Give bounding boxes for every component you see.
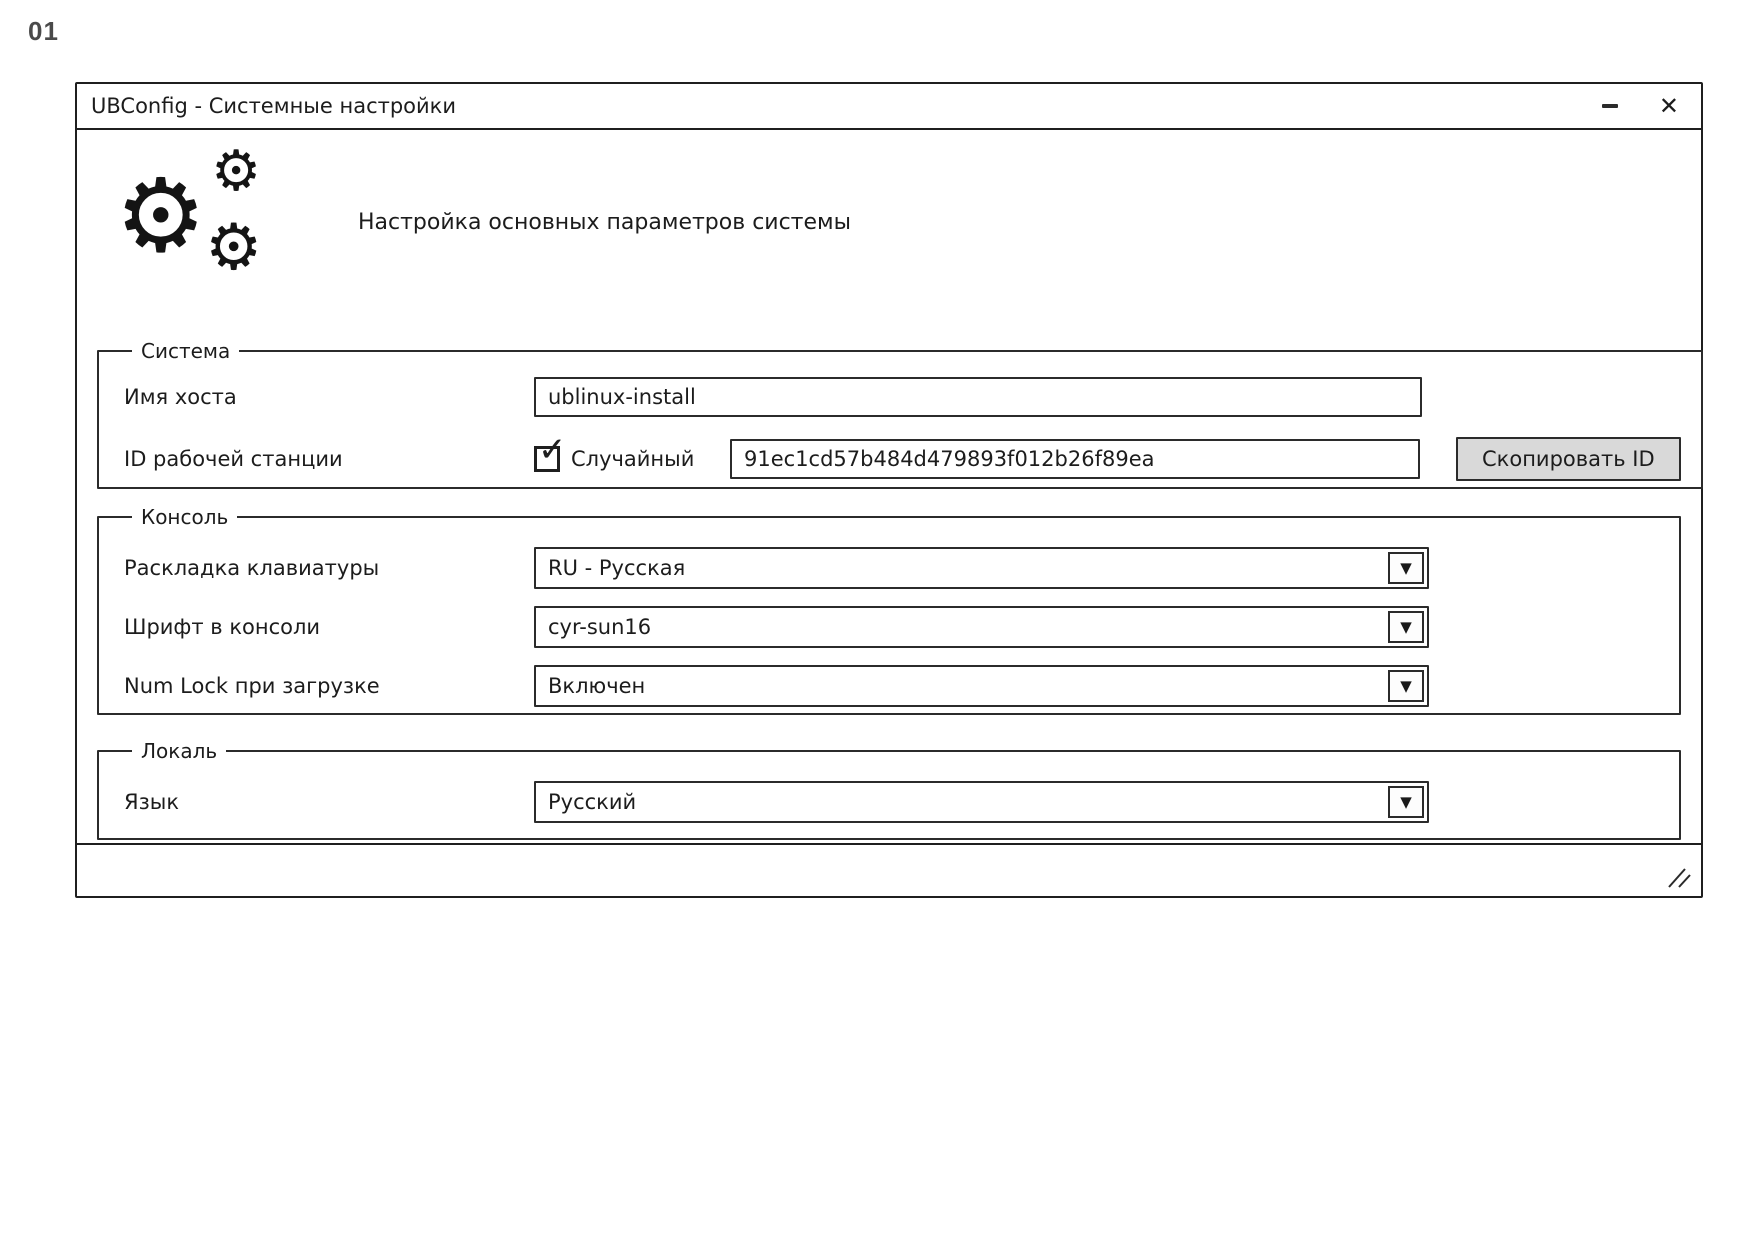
- numlock-value: Включен: [548, 674, 646, 698]
- console-font-label: Шрифт в консоли: [124, 615, 321, 639]
- page-number: 01: [28, 16, 59, 46]
- close-button[interactable]: ✕: [1658, 92, 1679, 120]
- window-controls: [1599, 94, 1679, 118]
- random-checkbox[interactable]: [534, 430, 567, 472]
- dropdown-arrow-button[interactable]: [1388, 552, 1424, 584]
- random-checkbox-label: Случайный: [571, 447, 695, 471]
- language-label: Язык: [124, 790, 180, 814]
- keyboard-layout-select[interactable]: [534, 547, 1429, 589]
- chevron-down-icon: ▼: [1400, 792, 1412, 811]
- group-locale-legend: Локаль: [141, 739, 218, 763]
- hostname-input[interactable]: [534, 377, 1422, 417]
- numlock-row: [124, 665, 1659, 707]
- gear-medium-icon: ⚙: [205, 211, 263, 285]
- group-system-legend: Система: [141, 339, 231, 363]
- keyboard-layout-value: RU - Русская: [548, 556, 686, 580]
- workstation-id-label: ID рабочей станции: [124, 447, 343, 471]
- language-value: Русский: [548, 790, 637, 814]
- hostname-row: [124, 377, 1681, 417]
- window-content: [77, 139, 1701, 863]
- window-title: UBConfig - Системные настройки: [91, 94, 457, 118]
- group-system: [97, 339, 1703, 489]
- gear-small-icon: ⚙: [211, 139, 262, 204]
- copy-id-button[interactable]: Скопировать ID: [1456, 437, 1681, 481]
- gears-icon: [115, 139, 280, 295]
- console-font-value: cyr-sun16: [548, 615, 652, 639]
- workstation-id-row: [124, 430, 1681, 481]
- checkmark-icon: ✓: [538, 430, 567, 470]
- language-row: [124, 781, 1659, 823]
- hostname-label: Имя хоста: [124, 385, 237, 409]
- console-font-row: [124, 606, 1659, 648]
- header-row: [97, 139, 1681, 295]
- dropdown-arrow-button[interactable]: [1388, 786, 1424, 818]
- titlebar[interactable]: [77, 84, 1701, 130]
- workstation-id-input[interactable]: [730, 439, 1420, 479]
- chevron-down-icon: ▼: [1400, 558, 1412, 577]
- language-select[interactable]: [534, 781, 1429, 823]
- random-check-group: [534, 430, 730, 472]
- console-font-select[interactable]: [534, 606, 1429, 648]
- statusbar: [77, 843, 1701, 896]
- ubconfig-window: [75, 82, 1703, 898]
- keyboard-layout-label: Раскладка клавиатуры: [124, 556, 380, 580]
- chevron-down-icon: ▼: [1400, 676, 1412, 695]
- numlock-select[interactable]: [534, 665, 1429, 707]
- resize-grip-icon[interactable]: [1663, 866, 1693, 890]
- keyboard-layout-row: [124, 547, 1659, 589]
- minimize-button[interactable]: [1599, 95, 1621, 117]
- group-console: [97, 505, 1681, 715]
- gear-large-icon: ⚙: [115, 157, 207, 276]
- numlock-label: Num Lock при загрузке: [124, 674, 380, 698]
- chevron-down-icon: ▼: [1400, 617, 1412, 636]
- window-description: Настройка основных параметров системы: [358, 210, 852, 235]
- dropdown-arrow-button[interactable]: [1388, 670, 1424, 702]
- minimize-icon: [1602, 104, 1618, 108]
- group-console-legend: Консоль: [141, 505, 229, 529]
- group-locale: [97, 739, 1681, 840]
- dropdown-arrow-button[interactable]: [1388, 611, 1424, 643]
